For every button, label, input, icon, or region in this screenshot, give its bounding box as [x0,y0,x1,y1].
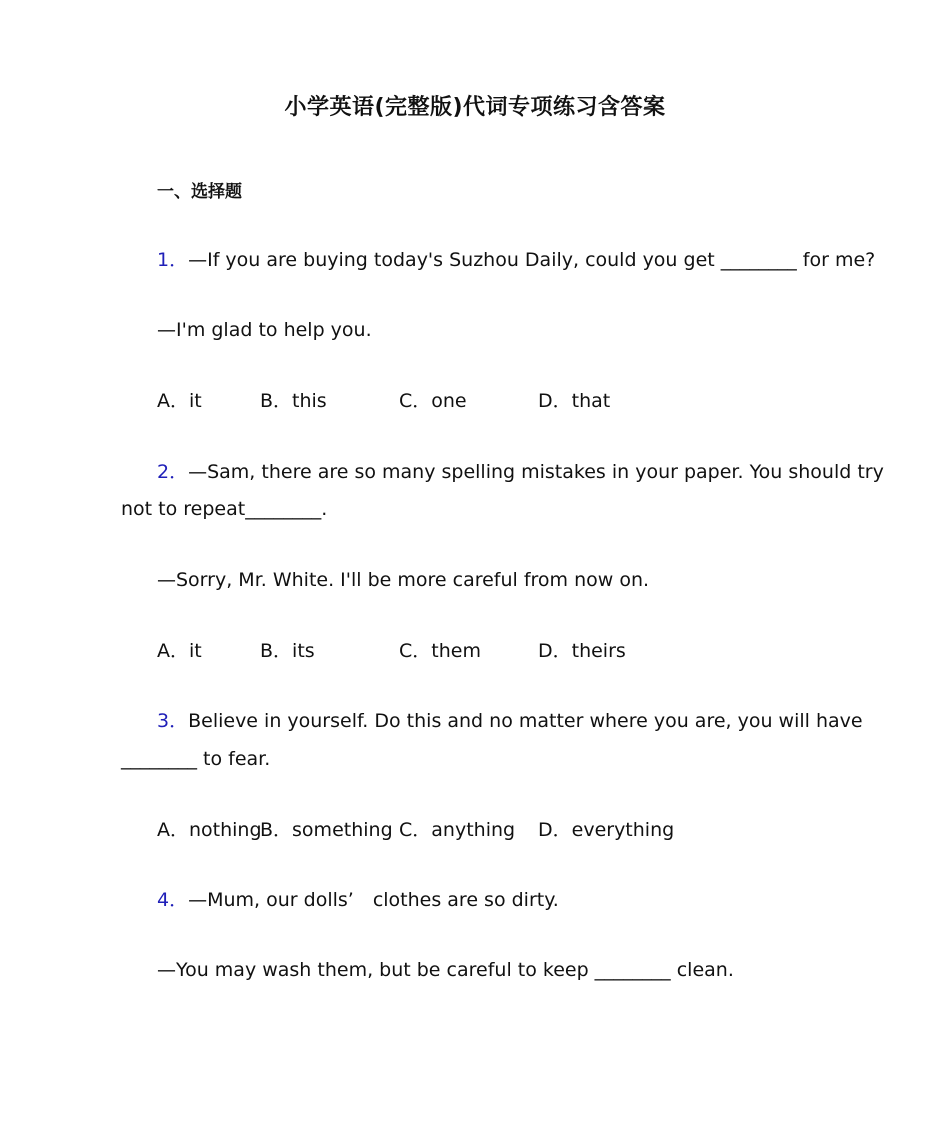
question-2-response: —Sorry, Mr. White. I'll be more careful from now on. [157,569,650,591]
option-c: C．anything [399,819,516,841]
question-1 [157,248,875,272]
option-c: C．one [399,390,467,412]
question-4 [157,888,559,912]
question-2-continuation: not to repeat________. [121,498,328,520]
question-text: —If you are buying today's Suzhou Daily, could you get ________ for me? [188,249,876,271]
option-b: B．this [260,390,327,412]
question-number: 2． [157,461,189,483]
option-d: D．theirs [538,640,626,662]
option-b: B．its [260,640,315,662]
question-text: —Mum, our dolls’ clothes are so dirty. [188,889,559,911]
option-b: B．something [260,819,393,841]
question-text: Believe in yourself. Do this and no matter where you are, you will have [188,710,863,732]
option-c: C．them [399,640,481,662]
question-1-response: —I'm glad to help you. [157,319,372,341]
document-title: 小学英语(完整版)代词专项练习含答案 [284,95,666,120]
question-number: 3． [157,710,189,732]
question-number: 4． [157,889,189,911]
question-3-continuation: ________ to fear. [121,748,271,770]
option-d: D．that [538,390,611,412]
question-4-response: —You may wash them, but be careful to keep ________ clean. [157,959,734,981]
section-heading: 一、选择题 [157,182,242,202]
option-a: A．it [157,390,202,412]
option-d: D．everything [538,819,675,841]
option-a: A．nothing [157,819,262,841]
question-number: 1． [157,249,189,271]
option-a: A．it [157,640,202,662]
question-2 [157,460,884,484]
question-3 [157,709,863,733]
question-text: —Sam, there are so many spelling mistakes in your paper. You should try [188,461,884,483]
